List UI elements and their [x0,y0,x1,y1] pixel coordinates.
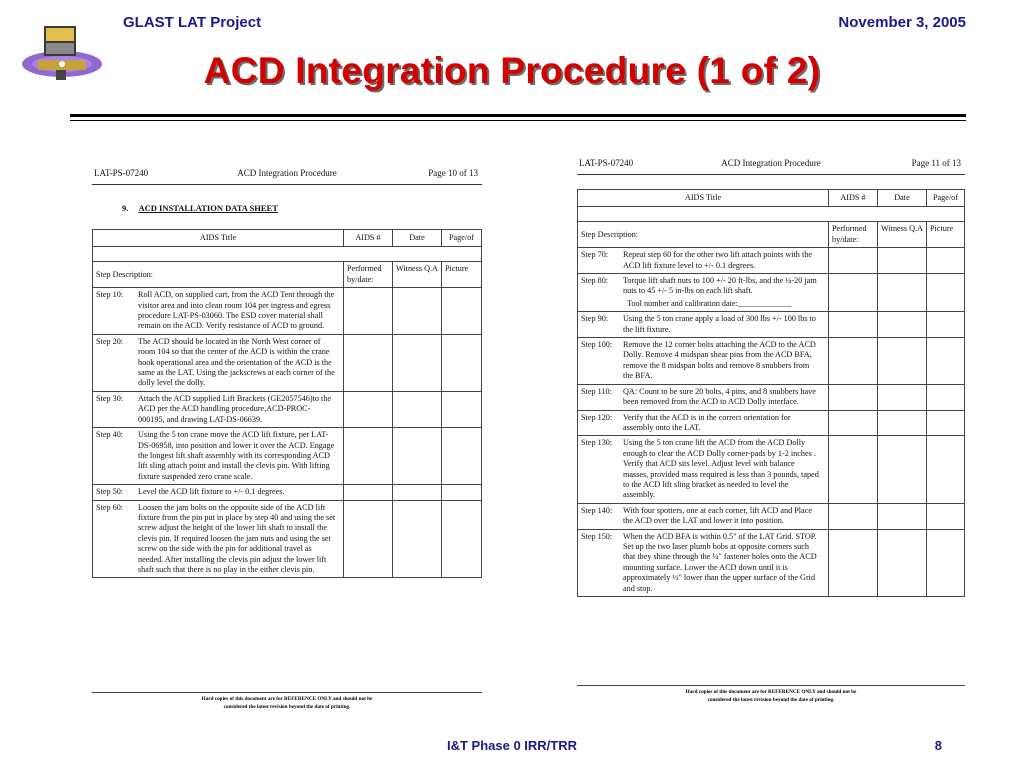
table-row [578,274,965,312]
step-text: Roll ACD, on supplied cart, from the ACD Tent through the visitor area and into clean room 104 per ingress and egress procedure LAT-PS-03060. The ESD cover material shall remain on the ACD. Verify resistance of ACD to ground. [138,290,335,331]
footer-notice-line1: Hard copies of this document are for REFERENCE ONLY and should not be [685,689,857,695]
col-aids-title: AIDS Title [93,230,344,247]
table-row [93,500,482,578]
col-step-description: Step Description: [93,262,344,288]
page-label: Page 11 of 13 [911,158,961,168]
table-row [578,338,965,385]
step-number: Step 140: [581,505,613,515]
step-text: Using the 5 ton crane move the ACD lift fixture, per LAT-DS-06958, into position and lower it over the ACD. Engage the longest lift shaft assembly with its corresponding ACD lift sling attach point and install the clevis pin. With lifting fixture suspended zero crane scale. [138,430,335,481]
table-row [93,485,482,500]
table-row [93,334,482,391]
doc-id: LAT-PS-07240 [94,168,149,178]
col-step-description: Step Description: [578,222,829,248]
step-text: Level the ACD lift fixture to +/- 0.1 degrees. [138,487,285,497]
step-number: Step 30: [96,393,124,403]
step-text: Loosen the jam bolts on the opposite side of the ACD lift fixture from the pin put in place by step 40 and using the set screw adjust the height of the lower lift shaft to install the clevis pin. If required loosen the jam nuts and using the set screw on the side with the pin for additional travel as needed. After installing the clevis pin adjust the lower lift shaft such that there is no play in the either clevis pin. [138,502,336,574]
col-picture: Picture [442,262,482,288]
footer-notice-line2: considered the latest revision beyond the date of printing. [707,697,835,703]
doc-title: ACD Integration Procedure [237,168,337,178]
page-header [577,158,965,175]
col-aids-title: AIDS Title [578,190,829,207]
table-row [93,428,482,485]
step-text: Using the 5 ton crane apply a load of 300 lbs +/- 100 lbs to the lift fixture. [623,314,816,334]
footer-phase-label: I&T Phase 0 IRR/TRR [446,738,578,753]
table-row [578,312,965,338]
page-label: Page 10 of 13 [428,168,478,178]
table-blank-row [93,247,482,262]
table-row [93,288,482,335]
tool-calibration-line: Tool number and calibration date:_____________ [627,298,792,308]
table-row [578,503,965,529]
project-name: GLAST LAT Project [123,14,262,31]
step-text: Torque lift shaft nuts to 100 +/- 20 ft-lbs, and the ¼-20 jam nuts to 45 +/- 5 in-lbs on each lift shaft. [623,276,817,296]
col-witness: Witness Q.A [878,222,927,248]
step-number: Step 80: [581,276,609,286]
step-text: QA: Count to be sure 20 bolts, 4 pins, and 8 snubbers have been removed from the ACD to ACD Dolly interface. [623,386,816,407]
col-page: Page/of [442,230,482,247]
step-text: Remove the 12 corner bolts attaching the ACD to the ACD Dolly. Remove 4 midspan shear pins from the ACD BFA, remove the 8 midspan bolts and remove 8 snubbers from the BFA. [623,340,816,381]
col-witness: Witness Q.A [393,262,442,288]
step-number: Step 100: [581,340,613,350]
table-row [93,391,482,427]
col-picture: Picture [927,222,965,248]
title-divider-thin [70,120,966,121]
section-number: 9. [122,203,129,213]
step-text: Attach the ACD supplied Lift Brackets (GE2057546)to the ACD per the ACD handling procedure,ACD-PROC-000195, and drawing LAT-DS-06639. [138,393,332,424]
step-text: When the ACD BFA is within 0.5" of the LAT Grid. STOP. Set up the two laser plumb bobs at opposite corners such that they shine through the ¼" fastener holes onto the ACD mounting surface. Lower the ACD down until it is approximately ½" lower than the upper surface of the Grid and stop. [623,531,817,593]
step-text: Verify that the ACD is in the correct orientation for assembly onto the LAT. [623,412,791,432]
step-text: Repeat step 60 for the other two lift attach points with the ACD lift fixture level to +/- 0.1 degrees. [623,250,812,270]
col-aids-num: AIDS # [829,190,878,207]
section-heading [122,203,482,213]
page-header [92,168,482,185]
step-number: Step 120: [581,412,613,422]
slide-title: ACD Integration Procedure (1 of 2) [203,50,821,91]
col-performed: Performed by/date: [829,222,878,248]
footer-notice-line2: considered the latest revision beyond the date of printing. [223,704,351,710]
step-text: The ACD should be located in the North West corner of room 104 so that the center of the ACD is within the crane hook operational area and the orientation of the ACD is the same as the LAT. Using the jackscrews at each corner of the dolly level the dolly. [138,336,335,388]
table-row [578,529,965,596]
table-subheader-row [578,222,965,248]
col-aids-num: AIDS # [344,230,393,247]
table-row [578,436,965,503]
section-title: ACD INSTALLATION DATA SHEET [138,203,278,213]
data-sheet-table [92,229,482,578]
step-number: Step 90: [581,314,609,324]
step-number: Step 70: [581,250,609,260]
footer-notice-line1: Hard copies of this document are for REFERENCE ONLY and should not be [201,696,373,702]
step-number: Step 60: [96,502,124,512]
col-date: Date [393,230,442,247]
step-text: With four spotters, one at each corner, lift ACD and Place the ACD over the LAT and lower it into position. [623,505,812,526]
table-row [578,248,965,274]
col-performed: Performed by/date: [344,262,393,288]
page-footer-notice [577,685,965,704]
step-number: Step 20: [96,336,124,346]
title-divider-thick [70,114,966,117]
header-date: November 3, 2005 [838,14,966,31]
document-page-11 [577,158,965,597]
step-number: Step 110: [581,386,612,396]
col-date: Date [878,190,927,207]
table-header-row [578,190,965,207]
table-row [578,384,965,410]
data-sheet-table [577,189,965,597]
step-number: Step 10: [96,290,124,300]
table-subheader-row [93,262,482,288]
table-blank-row [578,207,965,222]
step-text: Using the 5 ton crane lift the ACD from the ACD Dolly enough to clear the ACD Dolly corner-pads by 1-2 inches . Verify that ACD sits level. Adjust level with balance masses, provided mass required is less than 3 pounds, taped to the ACD lift sling bracket as needed to level the assembly. [623,438,819,500]
step-number: Step 40: [96,430,124,440]
document-page-10 [92,168,482,578]
col-page: Page/of [927,190,965,207]
doc-title: ACD Integration Procedure [721,158,821,168]
doc-id: LAT-PS-07240 [579,158,634,168]
step-number: Step 50: [96,487,124,497]
table-row [578,410,965,436]
step-number: Step 150: [581,531,613,541]
page-footer-notice [92,692,482,711]
slide-number: 8 [934,738,942,753]
step-number: Step 130: [581,438,613,448]
table-header-row [93,230,482,247]
